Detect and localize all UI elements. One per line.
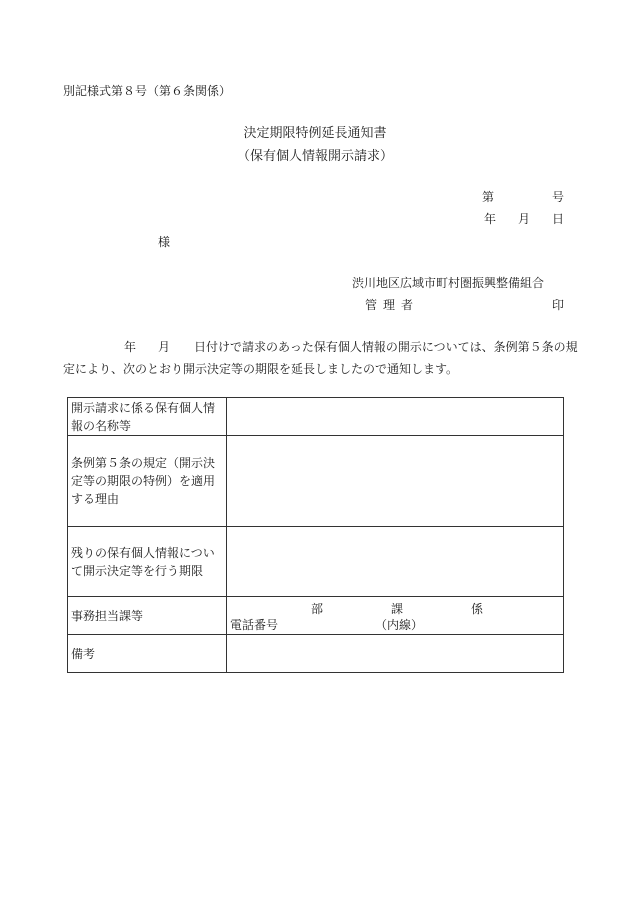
body-text-line2: 定により、次のとおり開示決定等の期限を延長しましたので通知します。 <box>63 362 459 376</box>
department-field[interactable] <box>227 597 564 635</box>
deadline-label: 残りの保有個人情報について開示決定等を行う期限 <box>68 527 227 597</box>
date-year-label: 年 <box>484 212 497 226</box>
sender-organization: 渋川地区広域市町村圏振興整備組合 <box>352 276 545 290</box>
body-text: 日付けで請求のあった保有個人情報の開示については、条例第５条の規 <box>194 340 578 354</box>
table-row <box>68 635 564 673</box>
department-kakari-label: 係 <box>471 602 484 616</box>
recipient-honorific: 様 <box>158 235 171 249</box>
table-row <box>68 436 564 527</box>
form-identifier: 別記様式第８号（第６条関係） <box>63 84 232 98</box>
department-ka-label: 課 <box>391 602 404 616</box>
seal-mark: 印 <box>552 298 565 312</box>
table-row <box>68 527 564 597</box>
doc-number-prefix: 第 <box>482 190 495 204</box>
table-row <box>68 398 564 436</box>
body-month-label: 月 <box>158 340 171 354</box>
reason-label: 条例第５条の規定（開示決定等の期限の特例）を適用する理由 <box>68 436 227 527</box>
doc-number-suffix: 号 <box>552 190 565 204</box>
remarks-label: 備考 <box>68 635 227 673</box>
phone-label: 電話番号 <box>230 618 279 632</box>
info-name-field[interactable] <box>227 398 564 436</box>
table-row <box>68 597 564 635</box>
department-bu-label: 部 <box>311 602 324 616</box>
document-subtitle: （保有個人情報開示請求） <box>236 149 393 164</box>
department-label: 事務担当課等 <box>68 597 227 635</box>
reason-field[interactable] <box>227 436 564 527</box>
date-day-label: 日 <box>552 212 565 226</box>
info-name-label: 開示請求に係る保有個人情報の名称等 <box>68 398 227 436</box>
document-title: 決定期限特例延長通知書 <box>243 126 387 141</box>
date-month-label: 月 <box>518 212 531 226</box>
remarks-field[interactable] <box>227 635 564 673</box>
deadline-field[interactable] <box>227 527 564 597</box>
extension-details-table <box>67 397 564 673</box>
extension-label: （内線） <box>375 618 424 632</box>
body-year-label: 年 <box>124 340 137 354</box>
sender-title: 管理者 <box>365 298 420 312</box>
